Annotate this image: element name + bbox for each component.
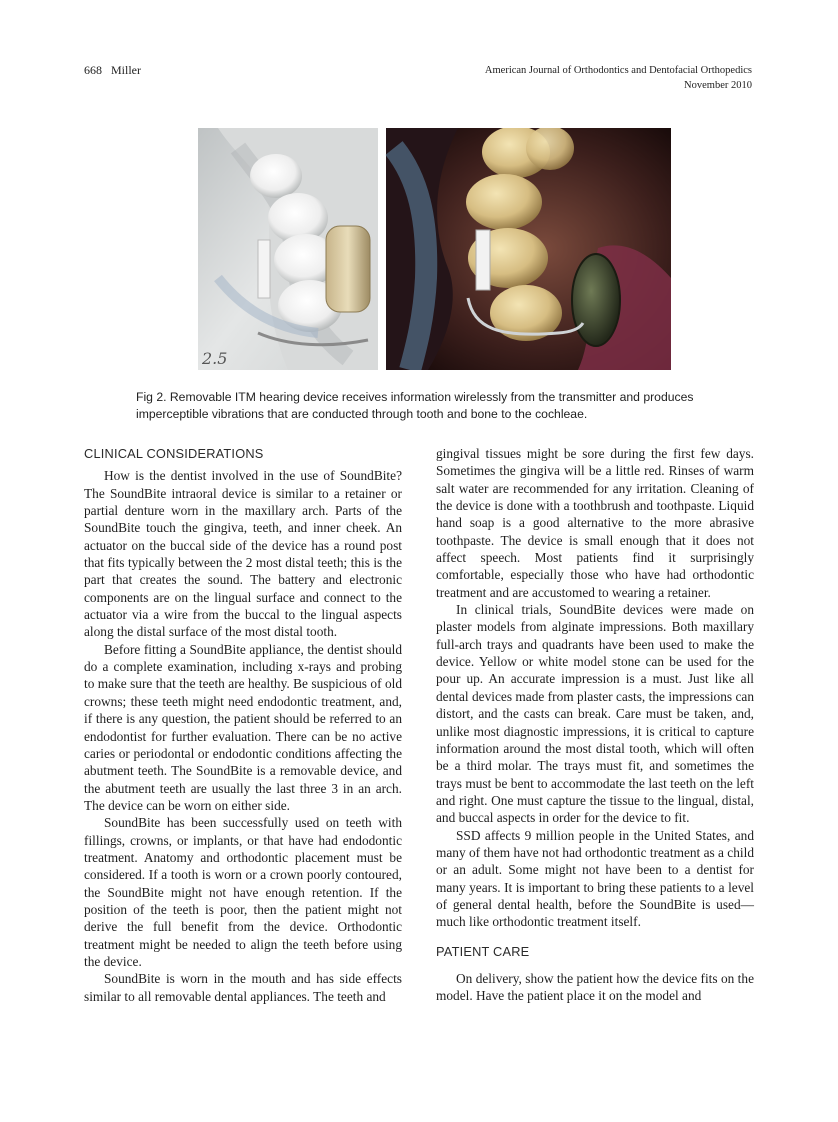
paragraph: SoundBite has been successfully used on teeth with fillings, crowns, or implants, or that have had endodontic treatment. Anatomy and orthodontic placement must be considered. If a tooth is worn or a crown poorly contoured, the SoundBite might not have enough retention. If the position of the teeth is poor, then the patient might not derive the full benefit from the device. Orthodontic treatment might be needed to align the teeth before using the device. (84, 815, 402, 969)
section-heading-clinical: CLINICAL CONSIDERATIONS (84, 446, 264, 461)
intraoral-photo (386, 128, 671, 370)
paragraph: gingival tissues might be sore during the first few days. Sometimes the gingiva will be a little red. Rinses of warm salt water are recommended for any irritation. Cleaning of the device is done with a toothbrush and toothpaste. Liquid hand soap is a good alternative to the more abrasive toothpaste. The device is small enough that it does not affect speech. Most patients find it surprisingly comfortable, especially those who have had orthodontic treatment and are accustomed to wearing a retainer. (436, 446, 754, 600)
paragraph: SSD affects 9 million people in the United States, and many of them have not had orthodontic treatment as a child or an adult. Some might not have been to a dentist for many years. It is important to bring these patients to a level of general dental health, before the SoundBite is used—much like orthodontic treatment itself. (436, 827, 754, 930)
paragraph: On delivery, show the patient how the device fits on the model. Have the patient place it on the model and (436, 970, 754, 1004)
journal-title: American Journal of Orthodontics and Dentofacial Orthopedics (484, 65, 752, 76)
paragraph: How is the dentist involved in the use of SoundBite? The SoundBite intraoral device is similar to a retainer or partial denture worn in the maxillary arch. Parts of the SoundBite touch the gingiva, teeth, and inner cheek. An actuator on the buccal side of the device has a round post that fits typically between the 2 most distal teeth; this is the part that creates the sound. The battery and electronic components are on the lingual surface and connect to the actuator via a wire from the buccal to the lingual aspects along the distal surface of the most distal tooth. (84, 468, 402, 640)
page-number: 668 (84, 63, 102, 77)
model-label: 2.5 (202, 349, 228, 368)
running-header-right (485, 63, 752, 93)
paragraph: Before fitting a SoundBite appliance, the dentist should do a complete examination, including x-rays and probing to make sure that the teeth are healthy. Be suspicious of old crowns; these teeth might need endodontic treatment, and, if there is any question, the patient should be referred to an endodontist for further evaluation. There can be no active caries or periodontal or endodontic conditions affecting the abutment teeth. The SoundBite is a removable device, and the abutment teeth are usually the last three 3 in an arch. The device can be worn on either side. (84, 641, 402, 813)
paragraph: SoundBite is worn in the mouth and has side effects similar to all removable dental appliances. The teeth and (84, 971, 402, 1004)
figure-photos (198, 128, 671, 370)
figure-2 (198, 128, 671, 370)
running-header-left (84, 63, 141, 78)
issue-date: November 2010 (684, 80, 752, 91)
left-column (84, 445, 402, 1005)
model-photo (198, 128, 378, 370)
author-name: Miller (111, 63, 141, 77)
figure-caption: Fig 2. Removable ITM hearing device receives information wirelessly from the transmitter and produces imperceptible vibrations that are conducted through tooth and bone to the cochleae. (136, 390, 694, 421)
paragraph: In clinical trials, SoundBite devices were made on plaster models from alginate impressions. Both maxillary full-arch trays and quadrants have been used to make the device. Yellow or white model stone can be used for the pour up. An accurate impression is a must. Just like all dental devices made from plaster casts, the impressions can distort, and the casts can break. Care must be taken, and, unlike most diagnostic impressions, it is critical to capture information around the most distal tooth, which will often be a third molar. The trays must fit, and sometimes the trays must be bent to accommodate the last teeth on the left and right. One must capture the tissue to the lingual, distal, and buccal aspects in order for the device to fit. (436, 602, 754, 826)
right-column (436, 445, 754, 1005)
section-heading-patient-care: PATIENT CARE (436, 943, 530, 959)
